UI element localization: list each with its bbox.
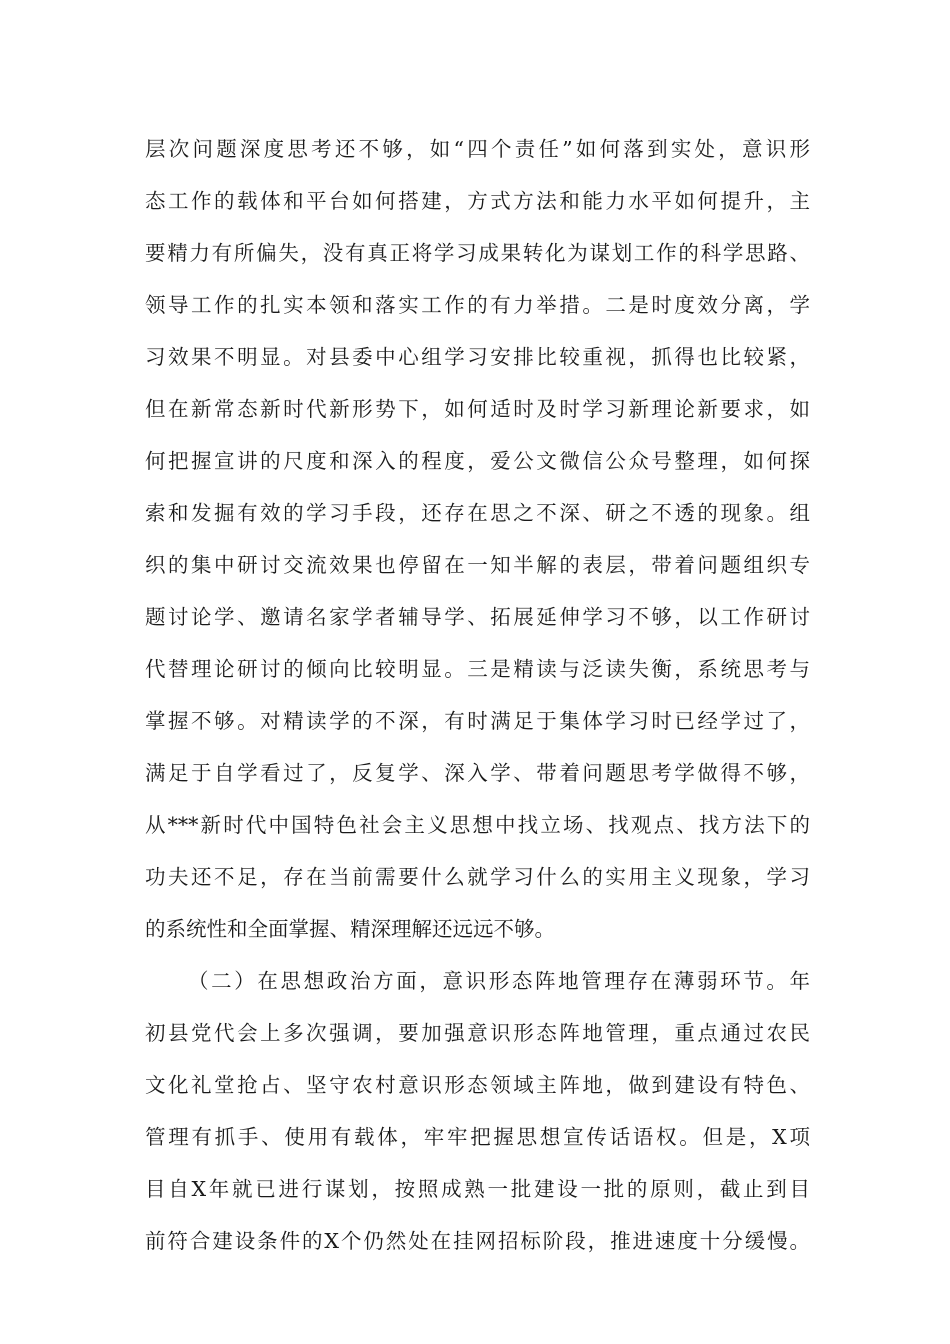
text-line: 从***新时代中国特色社会主义思想中找立场、找观点、找方法下的 bbox=[145, 813, 810, 837]
text-line: 目自X年就已进行谋划，按照成熟一批建设一批的原则，截止到目 bbox=[145, 1177, 810, 1201]
text-line: （二）在思想政治方面，意识形态阵地管理存在薄弱环节。年 bbox=[188, 969, 810, 993]
text-line: 满足于自学看过了，反复学、深入学、带着问题思考学做得不够， bbox=[145, 761, 810, 785]
text-line: 要精力有所偏失，没有真正将学习成果转化为谋划工作的科学思路、 bbox=[145, 241, 810, 265]
text-line: 前符合建设条件的X个仍然处在挂网招标阶段，推进速度十分缓慢。 bbox=[145, 1229, 810, 1253]
text-line: 习效果不明显。对县委中心组学习安排比较重视，抓得也比较紧， bbox=[145, 345, 810, 369]
text-line: 态工作的载体和平台如何搭建，方式方法和能力水平如何提升，主 bbox=[145, 189, 810, 213]
text-line: 但在新常态新时代新形势下，如何适时及时学习新理论新要求，如 bbox=[145, 397, 810, 421]
text-line: 的系统性和全面掌握、精深理解还远远不够。 bbox=[145, 917, 555, 941]
text-line: 文化礼堂抢占、坚守农村意识形态领域主阵地，做到建设有特色、 bbox=[145, 1073, 810, 1097]
text-line: 掌握不够。对精读学的不深，有时满足于集体学习时已经学过了， bbox=[145, 709, 810, 733]
text-line: 管理有抓手、使用有载体，牢牢把握思想宣传话语权。但是，X项 bbox=[145, 1125, 810, 1149]
text-line: 代替理论研讨的倾向比较明显。三是精读与泛读失衡，系统思考与 bbox=[145, 657, 810, 681]
text-line: 层次问题深度思考还不够，如“四个责任”如何落到实处，意识形 bbox=[145, 137, 810, 161]
text-line: 织的集中研讨交流效果也停留在一知半解的表层，带着问题组织专 bbox=[145, 553, 810, 577]
text-line: 索和发掘有效的学习手段，还存在思之不深、研之不透的现象。组 bbox=[145, 501, 810, 525]
text-line: 初县党代会上多次强调，要加强意识形态阵地管理，重点通过农民 bbox=[145, 1021, 810, 1045]
text-line: 功夫还不足，存在当前需要什么就学习什么的实用主义现象，学习 bbox=[145, 865, 810, 889]
text-line: 领导工作的扎实本领和落实工作的有力举措。二是时度效分离，学 bbox=[145, 293, 810, 317]
text-line: 何把握宣讲的尺度和深入的程度，爱公文微信公众号整理，如何探 bbox=[145, 449, 810, 473]
text-line: 题讨论学、邀请名家学者辅导学、拓展延伸学习不够，以工作研讨 bbox=[145, 605, 810, 629]
